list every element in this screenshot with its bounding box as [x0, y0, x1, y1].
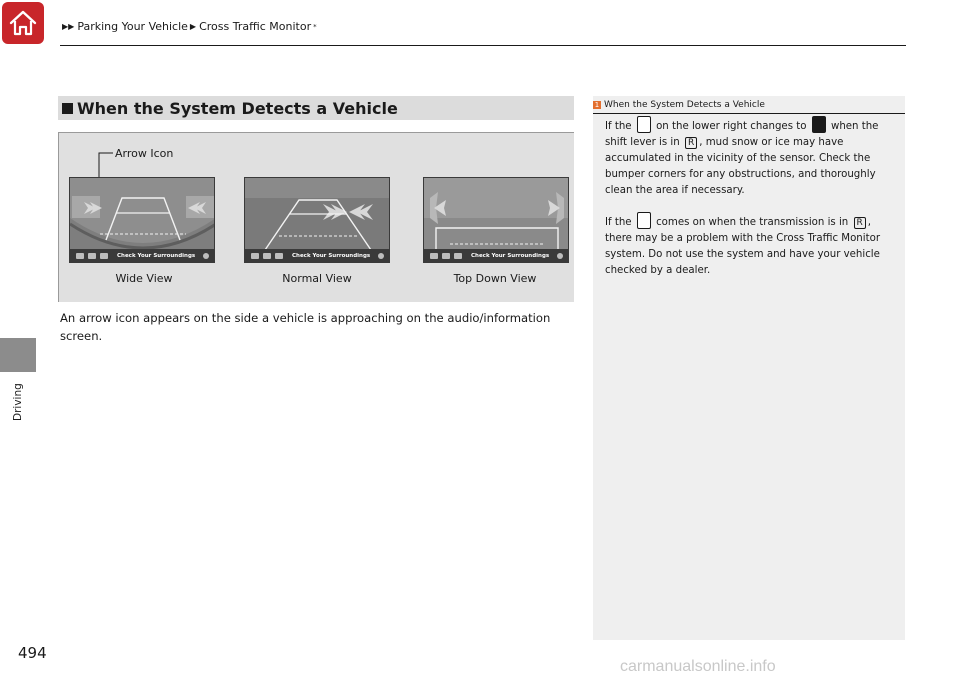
wide-view-label: Wide View	[115, 272, 173, 285]
camera-mode-icon	[88, 253, 96, 259]
camera-status-bar	[70, 249, 214, 262]
breadcrumb-item-cross-traffic[interactable]: Cross Traffic Monitor	[199, 20, 312, 33]
system-warning-icon	[637, 212, 651, 229]
camera-mode-icon	[454, 253, 462, 259]
section-body-text: An arrow icon appears on the side a vehicle is approaching on the audio/information screen.	[60, 311, 551, 343]
note-panel	[593, 96, 905, 640]
home-icon	[8, 9, 38, 37]
camera-mode-icon	[442, 253, 450, 259]
breadcrumb-arrow-icon: ▶	[189, 22, 197, 31]
camera-mode-icon	[275, 253, 283, 259]
camera-views-figure	[58, 132, 574, 302]
reverse-key-icon: R	[854, 217, 866, 229]
breadcrumb-item-parking[interactable]: Parking Your Vehicle	[77, 20, 188, 33]
chapter-label: Driving	[12, 383, 24, 421]
sensor-blocked-icon	[812, 116, 826, 133]
top-down-view-label: Top Down View	[453, 272, 537, 285]
sensor-indicator-icon	[637, 116, 651, 133]
breadcrumb-arrow-icon: ▶▶	[62, 22, 75, 31]
camera-mode-icon	[263, 253, 271, 259]
screen-message: Check Your Surroundings	[471, 252, 550, 259]
note-paragraph-2: If the comes on when the transmission is in R , there may be a problem with the Cross Traffic Monitor system. Do not use the system and have your vehicle checked by a dealer.	[605, 212, 899, 279]
guideline-icon	[430, 253, 438, 259]
watermark: carmanualsonline.info	[620, 658, 776, 675]
section-title: When the System Detects a Vehicle	[77, 98, 398, 118]
home-button[interactable]	[2, 2, 44, 44]
optional-feature-mark: *	[313, 22, 317, 31]
guideline-icon	[251, 253, 259, 259]
sensor-status-icon	[378, 253, 384, 259]
note-number-icon: 1	[594, 100, 600, 109]
normal-view-screen	[244, 177, 390, 263]
camera-status-bar	[245, 249, 389, 262]
section-header	[58, 96, 574, 120]
top-down-view-screen	[423, 177, 569, 263]
chapter-tab[interactable]	[0, 338, 36, 372]
camera-mode-icon	[100, 253, 108, 259]
note-title	[593, 96, 905, 114]
page-number: 494	[18, 644, 47, 662]
note-paragraph-1: If the on the lower right changes to when the shift lever is in R , mud snow or ice may have accumulated in the vicinity of the sensor. Check the bumper corners for any obstructions, and thoroughly clean the area if necessary.	[605, 116, 899, 199]
section-bullet-icon	[62, 103, 73, 114]
normal-view-label: Normal View	[282, 272, 352, 285]
screen-message: Check Your Surroundings	[117, 252, 196, 259]
sensor-status-icon	[557, 253, 563, 259]
guideline-icon	[76, 253, 84, 259]
arrow-icon-callout-label: Arrow Icon	[115, 147, 174, 160]
breadcrumb	[62, 20, 317, 33]
note-title-text: When the System Detects a Vehicle	[604, 99, 765, 110]
reverse-key-icon: R	[685, 137, 697, 149]
wide-view-screen	[69, 177, 215, 263]
camera-status-bar	[424, 249, 568, 262]
header-rule	[60, 45, 906, 46]
screen-message: Check Your Surroundings	[292, 252, 371, 259]
sensor-status-icon	[203, 253, 209, 259]
